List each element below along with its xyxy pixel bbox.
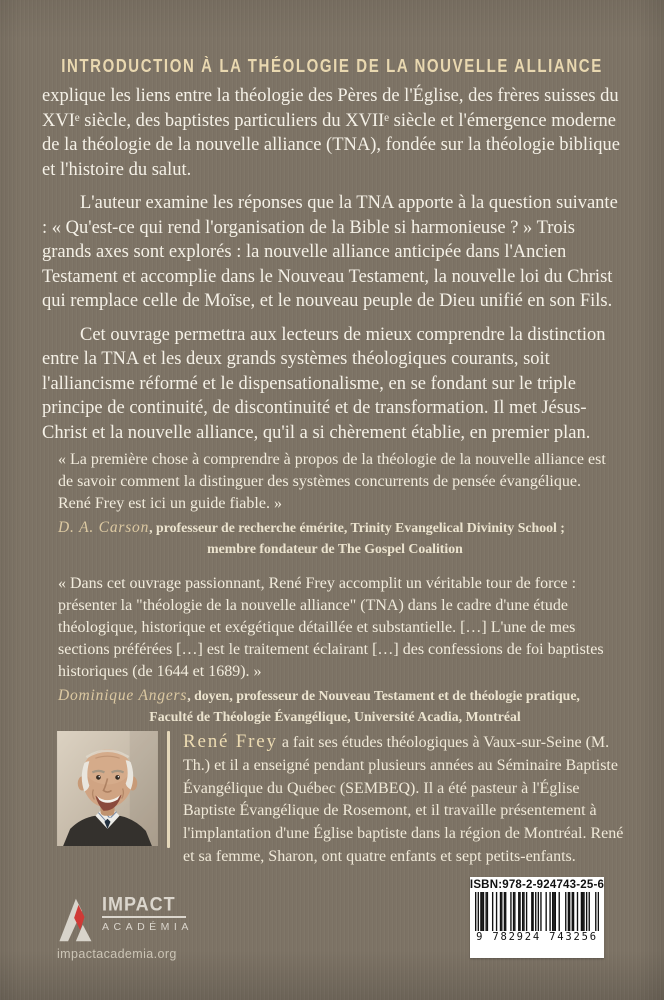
isbn-digits: 9 782924 743256 [473,931,601,943]
paragraph-1: explique les liens entre la théologie des Pères de l'Église, des frères suisses du XVIᵉ siècle, des baptistes particuliers du XVIIᵉ siècle et l'émergence moderne de la théologie de la nouvelle alliance (TNA), fondée sur la théologie biblique et l'histoire du salut. [42,86,620,180]
author-photo [57,731,158,846]
endorser-name: Dominique Angers [58,687,188,704]
paragraph-3: Cet ouvrage permettra aux lecteurs de mieux comprendre la distinction entre la TNA et les deux grands systèmes théologiques courants, soit l'alliancisme réformé et le dispensationalisme, en se fondant sur le triple principe de continuité, de discontinuité et de transformation. Il met Jésus-Christ et la nouvelle alliance, qu'il a si chèrement établie, en premier plan. [42,324,606,443]
endorser-role: , professeur de recherche émérite, Trinity Evangelical Divinity School ; [149,520,565,535]
endorsement-angers [58,573,612,727]
back-cover-copy [42,84,624,454]
impact-academia-logo-icon [57,891,93,943]
logo-divider-rule [102,916,186,918]
endorsement-attribution [58,517,612,538]
isbn-label: ISBN:978-2-924743-25-6 [469,879,605,891]
endorsement-attribution [58,685,612,706]
publisher-logo [57,891,193,943]
endorser-role-line2: Faculté de Théologie Évangélique, Université Acadia, Montréal [149,709,521,724]
author-bio-text [183,731,625,869]
author-bio-body: a fait ses études théologiques à Vaux-sur-Seine (M. Th.) et il a enseigné pendant plusieurs années au Séminaire Baptiste Évangélique du Québec (SEMBEQ). Il a été pasteur à l'Église Baptiste Évangélique de Rosemont, et il travaille présentement à l'implantation d'une Église baptiste dans la région de Montréal. René et sa femme, Sharon, ont quatre enfants et sept petits-enfants. [183,734,624,865]
publisher-website: impactacademia.org [57,947,177,961]
publisher-name: IMPACT [102,892,176,915]
endorsement-carson [58,449,612,559]
author-bio-section [57,731,627,869]
publisher-imprint: ACADÉMIA [102,921,193,933]
endorser-name: D. A. Carson [58,519,150,536]
bio-divider-rule [167,731,170,848]
endorser-role: , doyen, professeur de Nouveau Testament et de théologie pratique, [187,688,580,703]
endorsement-quote: « La première chose à comprendre à propos de la théologie de la nouvelle alliance est de savoir comment la distinguer des systèmes concurrents de pensée évangélique. René Frey est ici un guide fiable. » [58,451,606,512]
isbn-barcode [470,877,604,958]
endorsements-section [58,449,612,727]
endorsement-quote: « Dans cet ouvrage passionnant, René Frey accomplit un véritable tour de force : présenter la "théologie de la nouvelle alliance" (TNA) dans le cadre d'une étude théologique, historique et exégétique détaillée et substantielle. […] L'une de mes sections préférées […] est le traitement éclairant […] des confessions de foi baptistes historiques (de 1644 et 1689). » [58,575,604,680]
page-title: INTRODUCTION À LA THÉOLOGIE DE LA NOUVELLE ALLIANCE [61,56,603,77]
author-name: René Frey [183,731,278,752]
publisher-wordmark [102,891,193,933]
endorser-role-line2: membre fondateur de The Gospel Coalition [207,541,463,556]
paragraph-2: L'auteur examine les réponses que la TNA apporte à la question suivante : « Qu'est-ce qui rend l'organisation de la Bible si harmonieuse ? » Trois grands axes sont explorés : la nouvelle alliance anticipée dans l'Ancien Testament et accomplie dans le Nouveau Testament, la nouvelle loi du Christ qui remplace celle de Moïse, et le nouveau peuple de Dieu unifié en son Fils. [42,193,618,311]
